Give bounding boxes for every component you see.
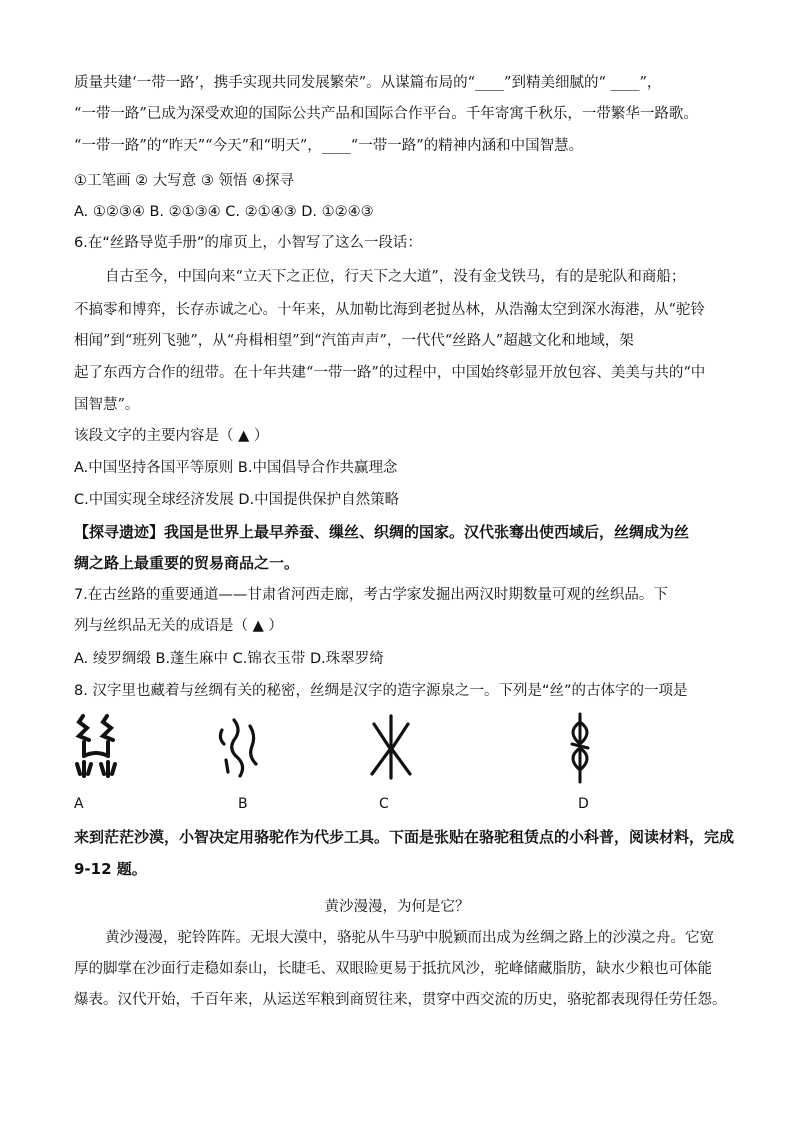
water-seal-glyph-b-icon	[216, 712, 266, 784]
option-c-label: C	[379, 796, 389, 812]
question-6: 6.在“丝路导览手册”的扉页上，小智写了这么一段话：	[74, 235, 422, 251]
question-6-stem: 该段文字的主要内容是（ ▲ ）	[74, 428, 269, 444]
q5-options: A. ①②③④ B. ②①③④ C. ②①④③ D. ①②④③	[74, 204, 374, 220]
explore-section-line-2: 绸之路上最重要的贸易商品之一。	[74, 554, 300, 572]
reading-line-2: 厚的脚掌在沙面行走稳如泰山，长睫毛、双眼睑更易于抵抗风沙，驼峰储藏脂肪，缺水少粮也可体能	[74, 961, 712, 977]
passage-line-4: 起了东西方合作的纽带。在十年共建“一带一路”的过程中，中国始终彰显开放包容、美美与共的“中	[74, 365, 706, 381]
question-6-options-cd: C.中国实现全球经济发展 D.中国提供保护自然策略	[74, 492, 400, 508]
option-b-label: B	[238, 796, 248, 812]
silk-cocoon-glyph-d-icon	[560, 712, 600, 784]
hemp-seal-glyph-c-icon	[366, 712, 416, 784]
directions-line-2: 9-12 题。	[74, 860, 147, 878]
question-6-options-ab: A.中国坚持各国平等原则 B.中国倡导合作共赢理念	[74, 460, 398, 476]
question-8: 8. 汉字里也藏着与丝绸有关的秘密，丝绸是汉字的造字源泉之一。下列是“丝”的古体字的一项是	[74, 683, 688, 699]
q5-items: ①工笔画 ② 大写意 ③ 领悟 ④探寻	[74, 173, 295, 189]
text-line-1: 质量共建‘一带一路’，携手实现共同发展繁荣”。从谋篇布局的“____”到精美细腻的“ ____”，	[74, 75, 662, 91]
reading-line-3: 爆表。汉代开始，千百年来，从运送军粮到商贸往来，贯穿中西交流的历史，骆驼都表现得任劳任怨。	[74, 992, 727, 1008]
passage-line-2: 不搞零和博弈，长存赤诚之心。十年来，从加勒比海到老挝丛林，从浩瀚太空到深水海港，从“驼铃	[74, 302, 705, 318]
directions-line-1: 来到茫茫沙漠，小智决定用骆驼作为代步工具。下面是张贴在骆驼租赁点的小科普，阅读材料，完成	[74, 828, 735, 846]
passage-line-5: 国智慧”。	[74, 397, 140, 413]
option-d-label: D	[578, 796, 589, 812]
question-7-options: A. 绫罗绸缎 B.蓬生麻中 C.锦衣玉带 D.珠翠罗绮	[74, 651, 384, 667]
passage-line-1: 自古至今，中国向来“立天下之正位，行天下之大道”，没有金戈铁马，有的是驼队和商船；	[105, 269, 686, 285]
question-7-line-2: 列与丝织品无关的成语是（ ▲ ）	[74, 618, 283, 634]
explore-section-line-1: 【探寻遗迹】我国是世界上最早养蚕、缫丝、织绸的国家。汉代张骞出使西域后，丝绸成为丝	[74, 523, 690, 541]
option-a-label: A	[74, 796, 84, 812]
question-7-line-1: 7.在古丝路的重要通道——甘肃省河西走廊，考古学家发掘出两汉时期数量可观的丝织品。下	[74, 587, 668, 603]
silk-seal-glyph-a-icon	[74, 712, 126, 784]
reading-line-1: 黄沙漫漫，驼铃阵阵。无垠大漠中，骆驼从牛马驴中脱颖而出成为丝绸之路上的沙漠之舟。它宽	[105, 930, 714, 946]
text-line-2: “一带一路”已成为深受欢迎的国际公共产品和国际合作平台。千年寄寓千秋乐，一带繁华一路歌。	[74, 106, 698, 122]
reading-title: 黄沙漫漫，为何是它？	[324, 899, 470, 915]
passage-line-3: 相闻”到“班列飞驰”，从“舟楫相望”到“汽笛声声”，一代代“丝路人”超越文化和地域，架	[74, 333, 634, 349]
text-line-3: “一带一路”的“昨天”“今天”和“明天”，____“一带一路”的精神内涵和中国智慧。	[74, 138, 584, 154]
